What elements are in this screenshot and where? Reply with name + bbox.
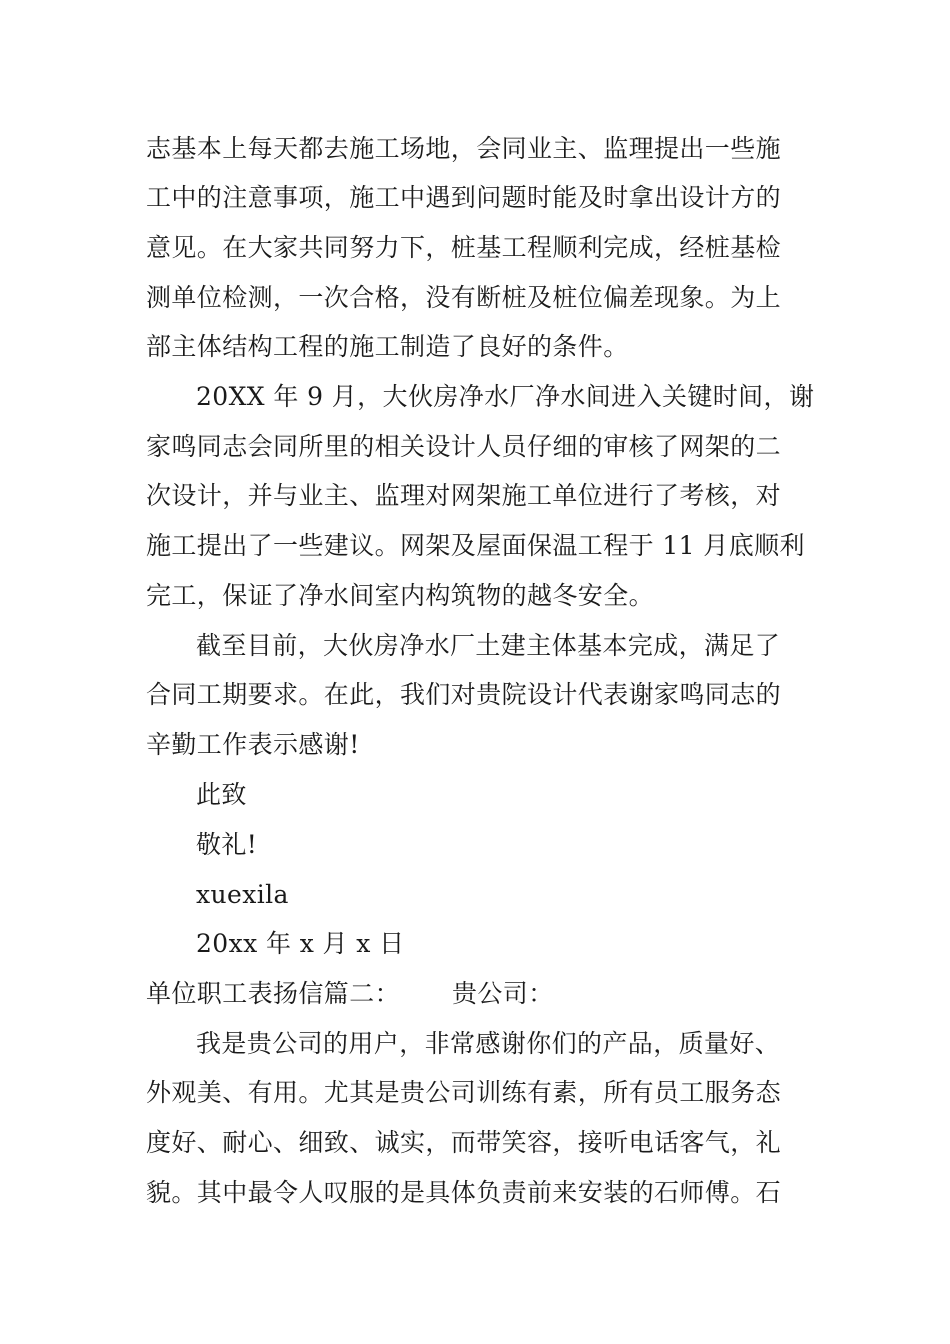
paragraph-1-line-3: 意见。在大家共同努力下，桩基工程顺利完成，经桩基检 (146, 233, 782, 262)
paragraph-1-line-5: 部主体结构工程的施工制造了良好的条件。 (146, 332, 629, 361)
paragraph-1-line-2: 工中的注意事项，施工中遇到问题时能及时拿出设计方的 (146, 183, 782, 212)
paragraph-4-line-3: 度好、耐心、细致、诚实，而带笑容，接听电话客气，礼 (146, 1128, 782, 1157)
section-2-title: 单位职工表扬信篇二： (146, 979, 401, 1008)
paragraph-1-line-1: 志基本上每天都去施工场地，会同业主、监理提出一些施 (146, 134, 782, 163)
section-2-addressee: 贵公司： (452, 979, 554, 1008)
paragraph-1-line-4: 测单位检测，一次合格，没有断桩及桩位偏差现象。为上 (146, 283, 782, 312)
paragraph-4-line-4: 貌。其中最令人叹服的是具体负责前来安装的石师傅。石 (146, 1178, 782, 1207)
closing-date: 20xx 年 x 月 x 日 (196, 929, 405, 958)
closing-signature: xuexila (196, 880, 289, 909)
paragraph-2-line-1: 20XX 年 9 月，大伙房净水厂净水间进入关键时间，谢 (196, 382, 815, 411)
closing-salutation: 此致 (196, 780, 247, 809)
paragraph-3-line-3: 辛勤工作表示感谢! (146, 730, 360, 759)
paragraph-3-line-2: 合同工期要求。在此，我们对贵院设计代表谢家鸣同志的 (146, 680, 782, 709)
paragraph-4-line-1: 我是贵公司的用户，非常感谢你们的产品，质量好、 (196, 1029, 781, 1058)
paragraph-2-line-3: 次设计，并与业主、监理对网架施工单位进行了考核，对 (146, 481, 782, 510)
paragraph-4-line-2: 外观美、有用。尤其是贵公司训练有素，所有员工服务态 (146, 1078, 782, 1107)
paragraph-2-line-2: 家鸣同志会同所里的相关设计人员仔细的审核了网架的二 (146, 432, 782, 461)
paragraph-2-line-5: 完工，保证了净水间室内构筑物的越冬安全。 (146, 581, 655, 610)
paragraph-2-line-4: 施工提出了一些建议。网架及屋面保温工程于 11 月底顺利 (146, 531, 805, 560)
closing-regards: 敬礼! (196, 830, 258, 859)
paragraph-3-line-1: 截至目前，大伙房净水厂土建主体基本完成，满足了 (196, 631, 781, 660)
